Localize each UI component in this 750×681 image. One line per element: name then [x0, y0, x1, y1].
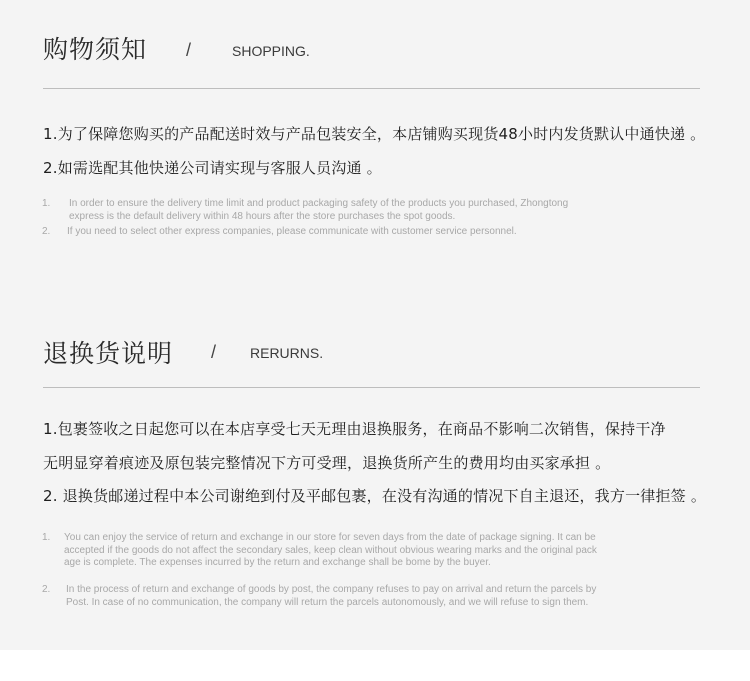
- returns-divider: [43, 387, 700, 388]
- shopping-title-slash: /: [186, 40, 192, 60]
- shopping-en-num-1: 1.: [42, 198, 51, 209]
- returns-en-line: Post. In case of no communication, the company will return the parcels autonomously, and we will refuse to sign them.: [66, 596, 589, 608]
- shopping-divider: [43, 88, 700, 89]
- shopping-subtitle: SHOPPING.: [232, 43, 310, 59]
- returns-en-line: accepted if the goods do not affect the secondary sales, keep clean without obvious wearing marks and the original pack: [64, 544, 597, 556]
- shopping-en-line: express is the default delivery within 48 hours after the store purchases the spot goods.: [69, 210, 456, 222]
- shopping-en-num-2: 2.: [42, 226, 51, 237]
- shopping-en-line: If you need to select other express companies, please communicate with customer service personnel.: [67, 226, 517, 237]
- shopping-en-text-1: [69, 198, 568, 223]
- returns-en-line: In the process of return and exchange of goods by post, the company refuses to pay on arrival and return the parcels by: [66, 584, 597, 595]
- shopping-en-text-2: [67, 226, 517, 239]
- shopping-cn-line-1: 1.为了保障您购买的产品配送时效与产品包装安全，本店铺购买现货48小时内发货默认中通快递 。: [43, 125, 706, 143]
- shopping-title: 购物须知: [43, 35, 148, 64]
- returns-en-num-1: 1.: [42, 532, 51, 543]
- shopping-en-line: In order to ensure the delivery time limit and product packaging safety of the products you purchased, Zhongtong: [69, 198, 569, 209]
- returns-en-line: You can enjoy the service of return and exchange in our store for seven days from the date of package signing. It can be: [64, 532, 596, 543]
- shopping-cn-line-2: 2.如需选配其他快递公司请实现与客服人员沟通 。: [43, 159, 382, 177]
- returns-subtitle: RERURNS.: [250, 345, 324, 361]
- returns-en-line: age is complete. The expenses incurred by the return and exchange shall be bome by the buyer.: [64, 557, 491, 568]
- returns-en-text-2: [66, 584, 596, 609]
- returns-en-text-1: [64, 532, 597, 570]
- returns-cn-line-1: 1.包裹签收之日起您可以在本店享受七天无理由退换服务，在商品不影响二次销售，保持干净: [43, 420, 666, 438]
- returns-cn-line-2: 无明显穿着痕迹及原包装完整情况下方可受理，退换货所产生的费用均由买家承担 。: [43, 454, 611, 472]
- bottom-strip: [0, 650, 750, 681]
- returns-title-slash: /: [211, 342, 217, 362]
- returns-cn-line-3: 2. 退换货邮递过程中本公司谢绝到付及平邮包裹，在没有沟通的情况下自主退还，我方一律拒签 。: [43, 487, 707, 505]
- returns-title: 退换货说明: [43, 339, 174, 368]
- returns-en-num-2: 2.: [42, 584, 51, 595]
